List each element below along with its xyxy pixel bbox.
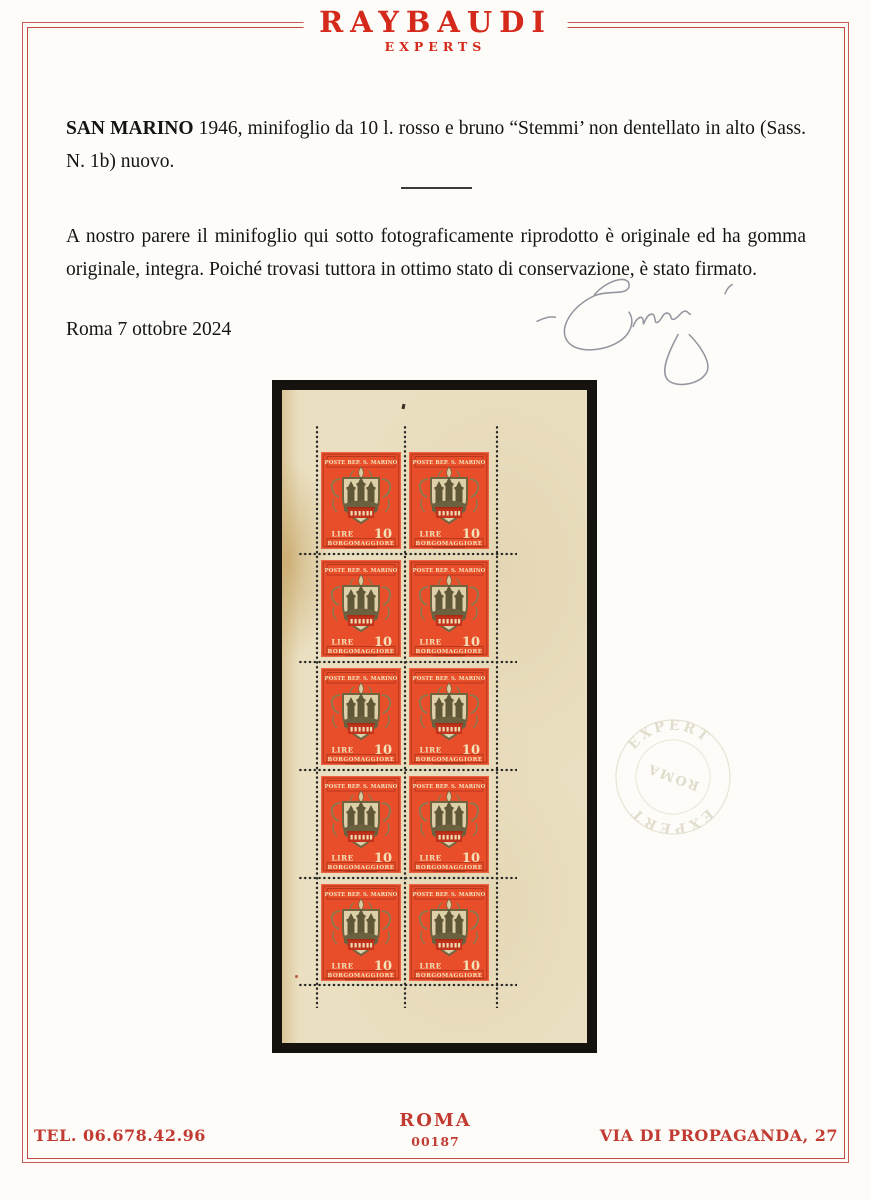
stamp-currency-label: LIRE <box>331 637 354 647</box>
footer-address: VIA DI PROPAGANDA, 27 <box>599 1126 838 1145</box>
perforation-column <box>315 425 319 1008</box>
stamp <box>409 884 489 981</box>
stamp-currency-label: LIRE <box>331 853 354 863</box>
letterhead <box>303 3 568 54</box>
stamp-currency-label: LIRE <box>419 853 442 863</box>
margin-speck <box>295 975 298 978</box>
brand-name: RAYBAUDI <box>319 5 552 39</box>
stamp-country-label: POSTE REP. S. MARINO <box>412 460 486 466</box>
footer-phone: TEL. 06.678.42.96 <box>34 1126 206 1145</box>
expert-signature <box>535 262 770 397</box>
stamp <box>321 560 401 657</box>
stamp-currency-label: LIRE <box>419 637 442 647</box>
stamp-currency-label: LIRE <box>419 529 442 539</box>
stamp <box>321 776 401 873</box>
stamp <box>321 668 401 765</box>
dateline: Roma 7 ottobre 2024 <box>66 319 232 340</box>
stamp-country-label: POSTE REP. S. MARINO <box>412 784 486 790</box>
stamp-value: 10 <box>461 743 480 758</box>
stamp-value: 10 <box>373 959 392 974</box>
item-description <box>66 112 806 178</box>
stamp-value: 10 <box>461 635 480 650</box>
stamp-country-label: POSTE REP. S. MARINO <box>412 676 486 682</box>
stamp-castello-label: BORGOMAGGIORE <box>327 541 395 547</box>
stamp-value: 10 <box>461 851 480 866</box>
stamp-country-label: POSTE REP. S. MARINO <box>412 568 486 574</box>
stamp-castello-label: BORGOMAGGIORE <box>415 865 483 871</box>
embossed-seal <box>596 700 751 855</box>
stamp-castello-label: BORGOMAGGIORE <box>415 541 483 547</box>
stamp <box>321 452 401 549</box>
stamp-currency-label: LIRE <box>331 961 354 971</box>
svg-text:EXPERT <box>624 781 719 851</box>
stamp-value: 10 <box>461 527 480 542</box>
stamp-castello-label: BORGOMAGGIORE <box>327 649 395 655</box>
stamp-currency-label: LIRE <box>419 745 442 755</box>
stamp-value: 10 <box>461 959 480 974</box>
stamp-country-label: POSTE REP. S. MARINO <box>324 676 398 682</box>
stamp-value: 10 <box>373 743 392 758</box>
stamp-castello-label: BORGOMAGGIORE <box>327 757 395 763</box>
stamp-country-label: POSTE REP. S. MARINO <box>324 568 398 574</box>
stamp <box>409 668 489 765</box>
stamp <box>409 776 489 873</box>
miniature-sheet <box>282 390 587 1043</box>
item-description-text: 1946, minifoglio da 10 l. rosso e bruno “Stemmi’ non dentellato in alto (Sass. N. 1b) nuovo. <box>66 118 806 172</box>
stamp-currency-label: LIRE <box>419 961 442 971</box>
stamp <box>321 884 401 981</box>
footer-postal-code: 00187 <box>411 1134 460 1149</box>
stamp-castello-label: BORGOMAGGIORE <box>327 973 395 979</box>
stamp-castello-label: BORGOMAGGIORE <box>415 973 483 979</box>
item-description-lead: SAN MARINO <box>66 118 194 139</box>
registration-mark <box>402 404 406 410</box>
seal-ring-text: EXPERT <box>627 803 717 837</box>
stamp-country-label: POSTE REP. S. MARINO <box>412 892 486 898</box>
seal-ring-text: EXPERT <box>625 717 714 753</box>
stamp-value: 10 <box>373 851 392 866</box>
footer-city: ROMA <box>399 1110 472 1131</box>
stamp-value: 10 <box>373 635 392 650</box>
separator-rule <box>401 187 472 189</box>
stamp-country-label: POSTE REP. S. MARINO <box>324 784 398 790</box>
sheet-photograph <box>272 380 597 1053</box>
stamp-value: 10 <box>373 527 392 542</box>
stamp <box>409 452 489 549</box>
stamp-country-label: POSTE REP. S. MARINO <box>324 892 398 898</box>
stamp-grid <box>321 452 489 981</box>
perforation-column <box>495 425 499 1008</box>
stamp-currency-label: LIRE <box>331 745 354 755</box>
seal-center-text: ROMA <box>644 760 702 793</box>
stamp-castello-label: BORGOMAGGIORE <box>327 865 395 871</box>
expert-opinion: A nostro parere il minifoglio qui sotto fotograficamente riprodotto è originale ed ha gomma originale, integra. Poiché trovasi tuttora in ottimo stato di conservazione, è stato firmato. <box>66 226 806 280</box>
stamp <box>409 560 489 657</box>
svg-text:EXPERT <box>623 702 715 775</box>
stamp-country-label: POSTE REP. S. MARINO <box>324 460 398 466</box>
perforation-row <box>298 983 517 987</box>
stamp-currency-label: LIRE <box>331 529 354 539</box>
brand-subtitle: EXPERTS <box>384 39 487 54</box>
stamp-castello-label: BORGOMAGGIORE <box>415 757 483 763</box>
stamp-castello-label: BORGOMAGGIORE <box>415 649 483 655</box>
